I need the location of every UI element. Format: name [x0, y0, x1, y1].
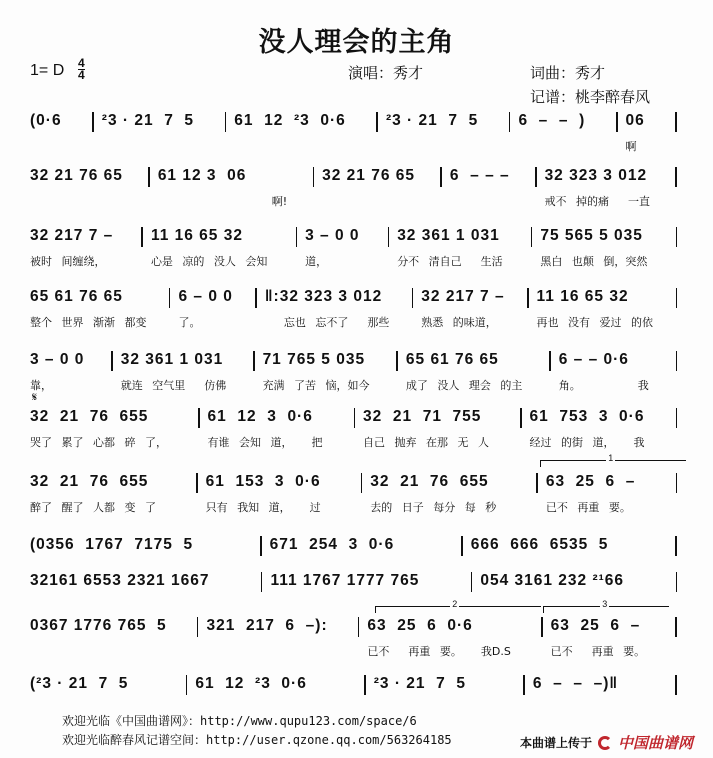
bar-line [676, 408, 678, 428]
measure-lyrics: 已不 再重 要。 [550, 645, 646, 658]
score-row [30, 351, 685, 393]
bar-line [471, 572, 473, 592]
measure-lyrics: 忘也 忘不了 那些 [264, 316, 390, 329]
measure [270, 536, 454, 562]
measure-lyrics: 醉了 醒了 人都 变 了 [30, 501, 156, 514]
measure-notes: ²3 · 21 7 5 [385, 112, 479, 129]
volta-label: 1 [608, 453, 614, 463]
measure-lyrics: 哭了 累了 心都 碎 了， [30, 436, 167, 449]
bar-line [253, 351, 255, 371]
measure [30, 675, 178, 701]
measure-notes: 32 217 7 – [421, 288, 505, 305]
measure [206, 617, 349, 643]
measure [30, 227, 133, 269]
measure-notes: 11 16 65 32 [536, 288, 629, 305]
measure [195, 675, 356, 701]
bar-line [169, 288, 171, 308]
measure [626, 112, 668, 154]
measure-notes: 65 61 76 65 [30, 288, 123, 305]
volta-1 [540, 453, 686, 467]
measure-notes: 6 – – –)‖ [532, 675, 619, 692]
bar-line [354, 408, 356, 428]
measure-notes: 75 565 5 035 [540, 227, 643, 244]
measure-notes: 054 3161 232 ²¹66 [480, 572, 625, 589]
upload-label: 本曲谱上传于 [520, 736, 593, 750]
measure [480, 572, 667, 598]
measure-notes: 06 [625, 112, 645, 129]
measure-notes: (0356 1767 7175 5 [30, 536, 194, 553]
score-row [30, 288, 685, 330]
measure [30, 617, 189, 643]
measure [518, 112, 608, 138]
volta-2 [375, 599, 541, 613]
upload-credit [520, 732, 693, 753]
measure-lyrics: 黑白 也颠 倒，突然 [540, 255, 648, 268]
measure-lyrics: 啊! [157, 195, 288, 208]
measure-lyrics: 去的 日子 每分 每 秒 [370, 501, 497, 514]
measure [374, 675, 516, 701]
measure [151, 227, 288, 269]
measure-notes: 32 361 1 031 [120, 351, 224, 368]
measure [450, 167, 527, 193]
bar-line [549, 351, 551, 371]
measure-lyrics: 整个 世界 渐渐 都变 [30, 316, 147, 329]
bar-line [376, 112, 378, 132]
bar-line [509, 112, 511, 132]
measure-notes: 32 361 1 031 [397, 227, 500, 244]
bar-line [527, 288, 529, 308]
measure-lyrics: 经过 的街 道， 我 [529, 436, 645, 449]
score-row [30, 112, 685, 154]
bar-line [675, 167, 677, 187]
measure-lyrics: 了。 [178, 316, 201, 329]
measure-notes: 32 21 76 655 [30, 408, 149, 425]
measure-lyrics: 角。 我 [558, 379, 649, 392]
measure-notes: 32 21 76 65 [322, 167, 415, 184]
measure-notes: 3 – 0 0 [30, 351, 85, 368]
bar-line [676, 572, 678, 592]
measure [305, 227, 380, 269]
measure-notes: 6 – – ) [518, 112, 586, 129]
measure-notes: 32 21 76 655 [370, 473, 489, 490]
bar-line [676, 473, 678, 493]
measure-lyrics: 靠， [30, 379, 52, 392]
score-row [30, 675, 685, 701]
measure-lyrics: 戒不 掉的痛 一直 [544, 195, 651, 208]
measure-lyrics: 有谁 会知 道， 把 [207, 436, 323, 449]
bar-line [675, 617, 677, 637]
measure-notes: 32 217 7 – [30, 227, 114, 244]
song-title: 没人理会的主角 [258, 27, 455, 58]
bar-line [197, 617, 199, 637]
measure [546, 473, 668, 515]
measure-notes: 32 21 76 65 [30, 167, 123, 184]
measure-lyrics: 啊 [625, 140, 637, 153]
measure-lyrics: 熟悉 的味道， [421, 316, 497, 329]
measure [102, 112, 217, 138]
measure-notes: 111 1767 1777 765 [270, 572, 420, 589]
time-signature-top: 4 [78, 56, 85, 70]
measure [178, 288, 247, 330]
measure-notes: 32 323 3 012 [544, 167, 648, 184]
bar-line [364, 675, 366, 695]
measure-notes: ²3 · 21 7 5 [373, 675, 466, 692]
bar-line [676, 351, 678, 371]
measure-notes: 65 61 76 65 [405, 351, 499, 368]
bar-line [196, 473, 198, 493]
measure [234, 112, 368, 138]
measure [551, 617, 668, 659]
bar-line [388, 227, 390, 247]
bar-line [296, 227, 298, 247]
measure-notes: 0367 1776 765 5 [30, 617, 167, 634]
measure-notes: ‖:32 323 3 012 [264, 288, 383, 305]
time-signature [78, 58, 85, 81]
measure [30, 572, 253, 598]
measure [322, 167, 432, 193]
bar-line [92, 112, 94, 132]
measure-lyrics: 只有 我知 道， 过 [205, 501, 321, 514]
measure [370, 473, 528, 515]
score-row [30, 536, 685, 562]
measure-notes: 61 12 ²3 0·6 [195, 675, 307, 692]
score-row [30, 408, 685, 450]
bar-line [313, 167, 315, 187]
measure [270, 572, 462, 598]
measure [530, 408, 668, 450]
measure-notes: 61 12 3 06 [157, 167, 247, 184]
bar-line [675, 536, 677, 556]
measure-notes: 11 16 65 32 [150, 227, 243, 244]
measure-notes: 61 12 3 0·6 [207, 408, 313, 425]
transcriber: 记谱：桃李醉春风 [530, 88, 651, 106]
bar-line [520, 408, 522, 428]
bar-line [111, 351, 113, 371]
measure-notes: 3 – 0 0 [305, 227, 360, 244]
bar-line [396, 351, 398, 371]
volta-label: 3 [602, 599, 608, 609]
time-signature-bottom: 4 [78, 68, 85, 82]
measure-notes: 6 – 0 0 [178, 288, 233, 305]
measure [406, 351, 541, 393]
measure [367, 617, 533, 659]
measure [263, 351, 389, 393]
bar-line [541, 617, 543, 637]
volta-label: 2 [452, 599, 458, 609]
score-row [30, 167, 685, 209]
measure [121, 351, 245, 393]
score-row [30, 617, 685, 659]
score-row [30, 572, 685, 598]
bar-line [260, 536, 262, 556]
measure-notes: 32 21 71 755 [363, 408, 482, 425]
measure-notes: (²3 · 21 7 5 [30, 675, 129, 692]
measure [537, 288, 668, 330]
measure-notes: 61 753 3 0·6 [529, 408, 645, 425]
measure-notes: 71 765 5 035 [262, 351, 366, 368]
measure-notes: 6 – – – [449, 167, 510, 184]
bar-line [616, 112, 618, 132]
measure [386, 112, 501, 138]
bar-line [523, 675, 525, 695]
bar-line [440, 167, 442, 187]
bar-line [255, 288, 257, 308]
measure-notes: 666 666 6535 5 [470, 536, 609, 553]
measure [30, 408, 190, 450]
measure [30, 473, 188, 515]
bar-line [461, 536, 463, 556]
measure-lyrics: 自己 抛弃 在那 无 人 [363, 436, 489, 449]
measure-lyrics: 充满 了苦 恼，如今 [262, 379, 370, 392]
measure-lyrics: 再也 没有 爱过 的依 [536, 316, 654, 329]
measure-notes: 63 25 6 – [550, 617, 641, 634]
measure-lyrics: 已不 再重 要。 [545, 501, 631, 514]
bar-line [358, 617, 360, 637]
measure [30, 112, 84, 138]
score-row [30, 227, 685, 269]
bar-line [412, 288, 414, 308]
measure [30, 536, 252, 562]
score-row [30, 473, 685, 515]
bar-line [225, 112, 227, 132]
measure [471, 536, 668, 562]
site-logo[interactable]: 中国曲谱网 [618, 735, 694, 752]
measure [559, 351, 668, 393]
composer: 词曲：秀才 [530, 64, 606, 82]
measure-notes: 671 254 3 0·6 [269, 536, 395, 553]
measure-notes: 32 21 76 655 [30, 473, 149, 490]
bar-line [676, 288, 678, 308]
measure [533, 675, 668, 701]
measure-notes: 32161 6553 2321 1667 [30, 572, 210, 589]
measure [545, 167, 668, 209]
footer-line-2: 欢迎光临醉春风记谱空间：http://user.qzone.qq.com/563264185 [62, 733, 452, 747]
bar-line [141, 227, 143, 247]
measure [265, 288, 404, 330]
measure-notes: 6 – – 0·6 [558, 351, 629, 368]
measure-notes: (0·6 [30, 112, 62, 129]
bar-line [536, 473, 538, 493]
bar-line [361, 473, 363, 493]
bar-line [531, 227, 533, 247]
volta-3 [543, 599, 669, 613]
measure [363, 408, 512, 450]
measure-notes: 61 153 3 0·6 [205, 473, 321, 490]
bar-line [676, 227, 678, 247]
site-logo-icon [598, 736, 612, 750]
measure-lyrics: 心是 凉的 没人 会知 [150, 255, 268, 268]
bar-line [148, 167, 150, 187]
measure-lyrics: 分不 清自己 生活 [397, 255, 503, 268]
measure-notes: 63 25 6 0·6 [367, 617, 473, 634]
measure [206, 473, 353, 515]
measure [540, 227, 667, 269]
measure-lyrics: 已不 再重 要。 我D.S [367, 645, 511, 658]
measure-lyrics: 被时 间缠绕， [30, 255, 106, 268]
measure [30, 167, 140, 193]
bar-line [198, 408, 200, 428]
key-signature: 1= D [30, 62, 65, 79]
bar-line [675, 112, 677, 132]
measure [421, 288, 519, 330]
measure-lyrics: 就连 空气里 仿佛 [120, 379, 227, 392]
measure-notes: ²3 · 21 7 5 [101, 112, 195, 129]
measure-notes: 61 12 ²3 0·6 [234, 112, 346, 129]
measure-notes: 321 217 6 –): [206, 617, 328, 634]
measure [30, 288, 161, 330]
measure-lyrics: 成了 没人 理会 的主 [405, 379, 523, 392]
bar-line [535, 167, 537, 187]
measure [208, 408, 346, 450]
bar-line [675, 675, 677, 695]
measure-lyrics: 道， [305, 255, 328, 268]
measure [397, 227, 523, 269]
bar-line [186, 675, 188, 695]
measure [30, 351, 103, 393]
segno-sign: 𝄋 [32, 390, 38, 404]
singer: 演唱：秀才 [348, 64, 424, 82]
measure [158, 167, 305, 209]
measure-notes: 63 25 6 – [545, 473, 636, 490]
footer-line-1: 欢迎光临《中国曲谱网》：http://www.qupu123.com/space/6 [62, 714, 417, 728]
bar-line [261, 572, 263, 592]
